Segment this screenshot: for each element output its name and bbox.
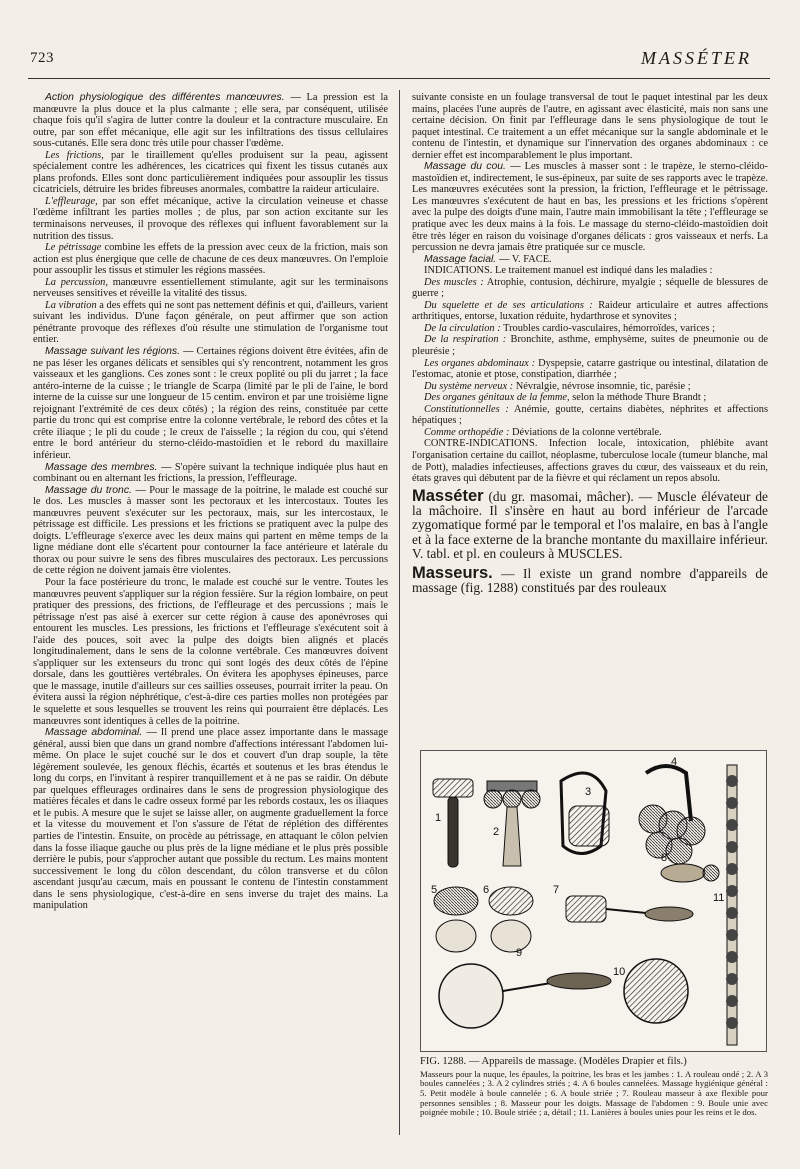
subheading: Massage du tronc. — <box>45 484 146 496</box>
subheading: Massage facial. — <box>424 253 510 265</box>
caption-title: FIG. 1288. — Appareils de massage. (Modèles Drapier et fils.) <box>420 1056 687 1067</box>
paragraph-text: Troubles cardio-vasculaires, hémorroïdes, varices ; <box>500 322 716 334</box>
figure-label: 8 <box>661 852 668 864</box>
massage-devices-drawing <box>421 751 766 1051</box>
page-header <box>30 50 770 76</box>
paragraph-text: Pour le massage de la poitrine, le malade est couché sur le dos. Les muscles à masser sont les pectoraux et les intercostaux. Toutes les manœuvres peuvent s'exécuter sur les pectoraux, mais, sur les intercostaux, le pétrissage est difficile. Les pressions et les frictions se pratiquent avec la pulpe des doigts. L'effleurage s'exerce avec les deux mains qui partent en même temps de la ligne médiane dont elle s'écartent pour contourner la face antérieure et latérale du thorax ou pour suivre le sens des fibres musculaires des pectoraux. Les percussions de cette région ne doivent jamais être violentes. <box>33 484 388 577</box>
paragraph-text: Il prend une place assez importante dans le massage général, aussi bien que dans un grand nombre d'affections intéressant l'abdomen lui-même. On place le sujet couché sur le dos et couvert d'un drap souple, la tête légèrement soulevée, les genoux fléchis, écartés et soutenus et les bras étendus le long du corps, en l'invitant à respirer tranquillement et à ne pas se raidir. On débute par quelques effleurages ordinaires dans le sens de progression physiologique des matières fécales et dans le cadre osseux formé par les rebords costaux, les os iliaques et le pubis. A mesure que le sujet se laisse aller, on augmente graduellement la force et la vitesse du mouvement et l'on s'assure de l'état de réplétion des différentes parties de l'intestin. Ensuite, on procède au pétrissage, en attaquant le côlon pelvien dans la fosse iliaque gauche ou plus près de la ligne médiane et le plus près possible derrière le pubis, pour s'approcher autant que possible du rectum. Les mains montent successivement le long du côlon descendant, du côlon transverse et du côlon ascendant jusqu'au cæcum, mais en poussant le contenu de l'intestin constamment dans le sens physiologique, c'est-à-dire en sens inverse du trajet des mains. La manipulation <box>33 727 388 912</box>
paragraph-text: Le traitement manuel est indiqué dans les maladies : <box>492 265 713 277</box>
paragraph-text: V. FACE. <box>509 253 552 265</box>
paragraph <box>33 196 388 242</box>
paragraph-text: Anémie, goutte, certains diabètes, néphrites et affections hépatiques ; <box>412 403 769 427</box>
subheading: Massage des membres. — <box>45 461 172 473</box>
subheading: La percussion, <box>45 276 108 288</box>
paragraph-text: Infection locale, intoxication, phlébite avant l'organisation certaine du caillot, néoplasme, tuberculose locale (tumeur blanche, mal de Pott), maladies infectieuses, affections graves du cœur, des vaisseaux et du rein, états graves qui débutent par de la fièvre et qui réclament un repos absolu. <box>412 438 768 485</box>
dictionary-entry <box>412 486 768 562</box>
headword: Masséter <box>412 486 484 505</box>
paragraph-text: S'opère suivant la technique indiquée plus haut en combinant ou en alternant les frictions, la pression, l'effleurage. <box>33 461 388 485</box>
subheading: De la respiration : <box>424 334 507 346</box>
paragraph-text: Névralgie, névrose insomnie, tic, parésie ; <box>513 380 691 392</box>
subheading: Massage suivant les régions. — <box>45 346 194 358</box>
figure-label: 9 <box>516 947 523 959</box>
caption-description: Masseurs pour la nuque, les épaules, la poitrine, les bras et les jambes : 1. A rouleau ondé ; 2. A 3 boules cannelées ; 3. A 2 cylindres striés ; 4. A 6 boules cannelées. Massage hygiénique général : 5. Petit modèle à boule cannelée ; 6. A boule striée ; 7. Rouleau masseur à axe flexible pour personnes sensibles ; 8. Masseur pour les doigts. Massage de l'abdomen : 9. Boule unie avec poignée mobile ; 10. Boule striée ; a, détail ; 11. Lanières à boules unies pour les reins et le dos. <box>420 1068 768 1118</box>
paragraph <box>412 438 768 484</box>
paragraph <box>412 334 768 357</box>
paragraph <box>412 254 768 266</box>
page-number: 723 <box>30 50 54 66</box>
subheading: Des muscles : <box>424 276 484 288</box>
paragraph <box>412 427 768 439</box>
paragraph-text: Certaines régions doivent être évitées, afin de ne pas léser les organes délicats et sensibles qui s'y rencontrent, notamment les gros vaisseaux et les ganglions. Ces zones sont : le creux poplité ou pli du jarret ; la face antéro-interne de la cuisse ; le triangle de Scarpa (limité par le pli de l'aine, le bord interne de la cuisse sur une longueur de 15 centim. environ et par une troisième ligne rejoignant l'extrémité de ces deux côtés) ; la région des reins, constituée par cette partie du tronc qui est comprise entre la colonne vertébrale, le rebord des côtes et la crête iliaque ; le pli du coude ; le creux de l'aisselle ; la région du cou, qui s'étend entre le bord antérieur du sterno-cléido-mastoïdien et le rebord du maxillaire inférieur. <box>33 346 389 461</box>
paragraph <box>412 265 768 277</box>
subheading: Le pétrissage <box>45 242 102 254</box>
figure-label: 10 <box>613 966 626 978</box>
device-9 <box>439 964 611 1028</box>
subheading: Massage abdominal. — <box>45 727 157 739</box>
device-2 <box>484 781 540 866</box>
paragraph-text: selon la méthode Thure Brandt ; <box>569 392 707 404</box>
subheading: Les frictions, <box>45 149 104 161</box>
paragraph <box>412 404 768 427</box>
paragraph-text: combine les effets de la pression avec ceux de la friction, mais son action est plus énergique que celle de chacune de ces deux manœuvres. On l'emploie pour assouplir les tissus et stimuler les régions massées. <box>33 242 389 277</box>
subheading: Comme orthopédie : <box>424 426 510 438</box>
paragraph-text: Bronchite, asthme, emphysème, suites de pneumonie ou de pleurésie ; <box>412 334 769 358</box>
device-5 <box>434 887 478 952</box>
figure-label: 6 <box>483 884 490 896</box>
subheading: Des organes génitaux de la femme, <box>424 392 570 404</box>
paragraph-text: Raideur articulaire et autres affections arthritiques, entorse, luxation réduite, hydarthrose et synovites ; <box>412 299 769 323</box>
paragraph <box>412 358 768 381</box>
device-8 <box>661 864 719 882</box>
paragraph <box>412 300 768 323</box>
paragraph-text: manœuvre essentiellement stimulante, agit sur les terminaisons nerveuses sensitives et réveille la vitalité des tissus. <box>33 276 388 300</box>
subheading: L'effleurage, <box>45 195 98 207</box>
paragraph-text: La pression est la manœuvre la plus douce et la plus calmante ; elle sera, par conséquent, utilisée chaque fois qu'il s'agira de lutter contre la douleur et la contracture musculaire. En outre, par son effet mécanique, elle agit sur les infiltrations des tissus cellulaires sous-cutanés. Elle sera donc très utile pour chasser l'œdème. <box>33 92 388 150</box>
subheading: Les organes abdominaux : <box>424 357 536 369</box>
left-column <box>33 92 388 912</box>
figure-caption <box>420 1057 768 1118</box>
subheading: INDICATIONS. <box>424 265 493 277</box>
paragraph-text: Atrophie, contusion, déchirure, myalgie ; séquelle de blessures de guerre ; <box>412 276 768 300</box>
device-11 <box>726 765 738 1045</box>
paragraph <box>33 346 388 461</box>
paragraph <box>412 323 768 335</box>
header-rule <box>28 78 770 79</box>
figure-label: 3 <box>585 786 592 798</box>
paragraph <box>412 161 768 253</box>
entry-text: (du gr. masomai, mâcher). — Muscle élévateur de la mâchoire. Il s'insère en haut au bord inférieur de l'arcade zygomatique formé par le temporal et l'os malaire, en bas à l'angle et à la face externe de la branche montante du maxillaire inférieur. V. tabl. et pl. en couleurs à MUSCLES. <box>412 488 768 562</box>
running-head: MASSÉTER <box>641 48 752 68</box>
device-4 <box>639 766 705 864</box>
paragraph-text: par son effet mécanique, active la circulation veineuse et chasse l'œdème infiltrant les parties molles ; de plus, par son action excitante sur les terminaisons nerveuses, il provoque des réflexes qui influent favorablement sur la nutrition des tissus. <box>33 195 388 242</box>
figure-label: 11 <box>713 892 725 904</box>
device-10 <box>624 959 688 1023</box>
paragraph <box>33 277 388 300</box>
subheading: La vibration <box>45 299 97 311</box>
figure-illustration <box>420 750 767 1052</box>
entry-text: — Il existe un grand nombre d'appareils de massage (fig. 1288) constitués par des rouleaux <box>412 565 768 596</box>
paragraph-text: Les muscles à masser sont : le trapèze, le sterno-cléido-mastoïdien et, indirectement, le sus-épineux, par suite de ses rapports avec le trapèze. Les manœuvres exécutées sont la pression, la friction, l'effleurage et le pétrissage. Les manœuvres s'exécutent de haut en bas, les pressions et les frictions s'opèrent avec la pulpe des doigts d'une main, l'autre main immobilisant la tête ; l'effleurage se pratique avec les deux mains à la fois. Le massage du sterno-cléido-mastoïdien doit être très léger en raison du voisinage d'organes délicats : gros vaisseaux et nerfs. La percussion ne devra jamais être pratiquée sur ce muscle. <box>412 161 768 254</box>
subheading: CONTRE-INDICATIONS. <box>424 438 538 450</box>
paragraph <box>33 577 388 727</box>
paragraph <box>33 727 388 912</box>
paragraph <box>412 392 768 404</box>
column-rule <box>399 90 400 1135</box>
figure-label: 2 <box>493 826 500 838</box>
paragraph <box>33 462 388 485</box>
paragraph-text: Pour la face postérieure du tronc, le malade est couché sur le ventre. Toutes les manœuvres peuvent s'appliquer sur la région fessière. Sur la région lombaire, on peut pratiquer des pressions, des frictions, de l'effleurage et des percussions ; mais le pétrissage n'est pas aisé à exercer sur cette région à cause des aponévroses qui entourent les muscles. Les pressions, les frictions et l'effleurage s'exécutent soit à l'aide des pouces, soit avec la pulpe des doigts bien alignés et placés longitudinalement, dans le sens de la colonne vertébrale. Ces manœuvres doivent s'appliquer sur les extenseurs du tronc qui sont logés des deux côtés de l'épine dorsale, dans les gouttières vertébrales. On évitera les apophyses épineuses, parce que le massage, inutile d'ailleurs sur ces saillies osseuses, pourrait irriter la peau. On évitera aussi la région néphrétique, c'est-à-dire ces parties molles non protégées par le squelette et sous lesquelles se trouvent les reins qui pourraient être déplacés. Les manœuvres sont identiques à celles de la poitrine. <box>33 576 388 727</box>
right-column <box>412 92 768 595</box>
paragraph <box>33 150 388 196</box>
paragraph-text: Dyspepsie, catarre gastrique ou intestinal, dilatation de l'estomac, atonie et ptose, constipation, diarrhée ; <box>412 357 768 381</box>
figure-label: 1 <box>435 812 442 824</box>
paragraph-text: a des effets qui ne sont pas nettement définis et qui, d'ailleurs, varient suivant les individus. D'une façon générale, on peut affirmer que son action pénétrante provoque des réflexes d'où résulte une stimulation de l'organisme tout entier. <box>33 299 388 346</box>
paragraph <box>412 277 768 300</box>
subheading: Action physiologique des différentes manœuvres. — <box>45 92 301 103</box>
subheading: Constitutionnelles : <box>424 403 509 415</box>
device-6 <box>489 887 533 952</box>
dictionary-entry <box>412 563 768 596</box>
subheading: Du système nerveux : <box>424 380 514 392</box>
subheading: De la circulation : <box>424 322 501 334</box>
figure-label: 5 <box>431 884 438 896</box>
paragraph-text: Déviations de la colonne vertébrale. <box>509 426 662 438</box>
paragraph-text: suivante consiste en un foulage transversal de tout le paquet intestinal par les deux mains, placées l'une auprès de l'autre, en agissant avec élasticité, mais non sans une certaine décision. On finit par l'effleurage dans le sens physiologique de tout le paquet intestinal. Ce traitement a un effet mécanique sur la sangle abdominale et le contenu de l'intestin, et dynamique sur l'innervation des organes abdominaux : ce dernier effet est incomparablement le plus important. <box>412 92 768 161</box>
paragraph <box>412 92 768 161</box>
paragraph-text: par le tiraillement qu'elles produisent sur la peau, agissent spécialement contre les adhérences, les cicatrices qui fixent les tissus cutanés aux plans profonds. Elles sont donc particulièrement indiquées pour assouplir les tissus cicatriciels, détruire les brides fibreuses anormales, combattre la raideur articulaire. <box>33 149 388 196</box>
subheading: Du squelette et de ses articulations : <box>424 299 593 311</box>
subheading: Massage du cou. — <box>424 161 521 173</box>
figure-label: 4 <box>671 756 678 768</box>
headword: Masseurs. <box>412 563 493 582</box>
device-7 <box>566 896 693 922</box>
paragraph <box>33 92 388 150</box>
paragraph <box>412 381 768 393</box>
paragraph <box>33 242 388 277</box>
paragraph <box>33 485 388 577</box>
figure-label: 7 <box>553 884 560 896</box>
paragraph <box>33 300 388 346</box>
